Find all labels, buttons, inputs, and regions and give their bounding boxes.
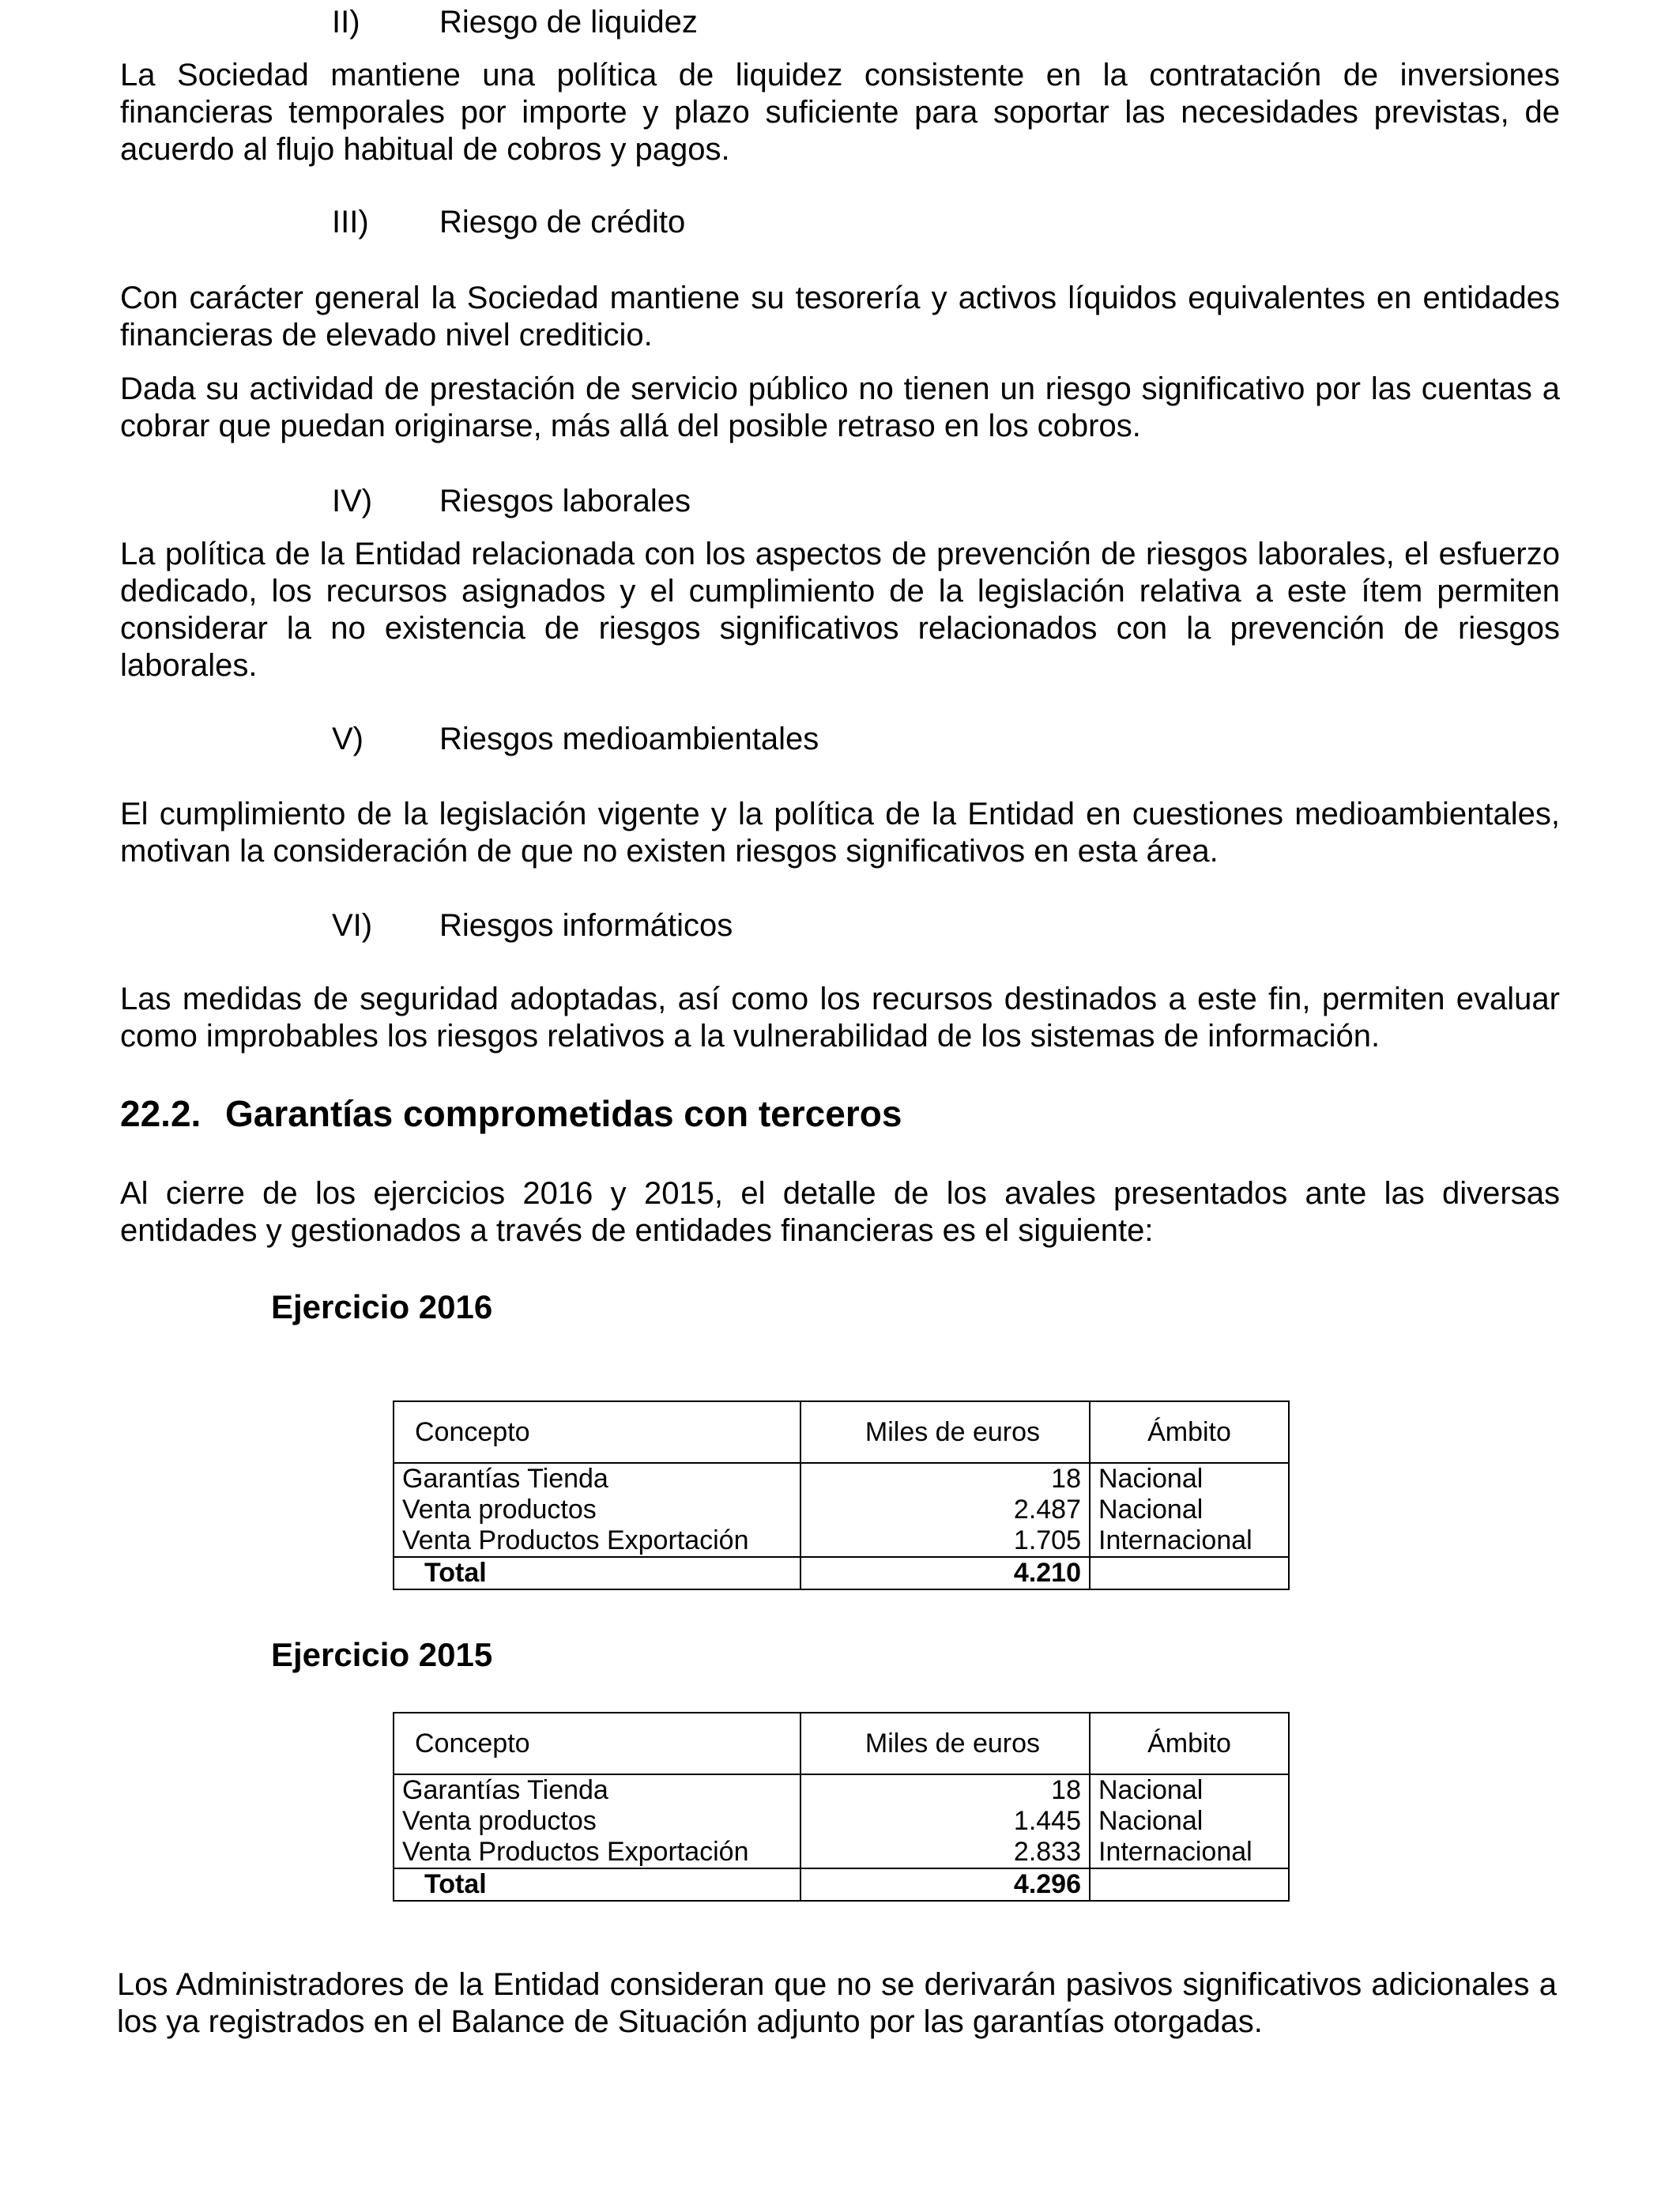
cell-concept: Garantías Tienda — [394, 1774, 800, 1806]
cell-amount: 1.705 — [800, 1525, 1090, 1557]
table-row — [394, 1806, 1289, 1837]
cell-concept: Venta Productos Exportación — [394, 1525, 800, 1557]
cell-scope: Internacional — [1090, 1837, 1289, 1868]
subheading-numeral: II) — [332, 5, 360, 40]
cell-amount: 2.833 — [800, 1837, 1090, 1868]
column-header-amount: Miles de euros — [800, 1713, 1090, 1774]
subheading-title: Riesgo de liquidez — [439, 5, 698, 40]
guarantees-table-2016 — [393, 1400, 1290, 1590]
column-header-scope: Ámbito — [1090, 1401, 1289, 1463]
subheading-numeral: IV) — [332, 484, 373, 518]
total-value: 4.210 — [800, 1557, 1090, 1589]
cell-concept: Garantías Tienda — [394, 1463, 800, 1495]
subheading-title: Riesgo de crédito — [439, 205, 686, 239]
column-header-scope: Ámbito — [1090, 1713, 1289, 1774]
total-label: Total — [394, 1557, 800, 1589]
table-header-row — [394, 1401, 1289, 1463]
subheading-numeral: V) — [332, 722, 363, 756]
table-row — [394, 1837, 1289, 1868]
table-title-2016: Ejercicio 2016 — [271, 1288, 493, 1325]
table-total-row — [394, 1868, 1289, 1901]
cell-scope: Internacional — [1090, 1525, 1289, 1557]
paragraph-labor: La política de la Entidad relacionada con los aspectos de prevención de riesgos laborales, el esfuerzo dedicado, los recursos asignados y el cumplimiento de la legislación relativa a este ítem permiten considerar la no existencia de riesgos significativos relacionados con la prevención de riesgos laborales. — [120, 537, 1560, 683]
column-header-concept: Concepto — [394, 1401, 800, 1463]
cell-amount: 18 — [800, 1774, 1090, 1806]
cell-amount: 1.445 — [800, 1806, 1090, 1837]
cell-amount: 18 — [800, 1463, 1090, 1495]
subheading-title: Riesgos laborales — [439, 484, 691, 518]
paragraph-credit-1: Con carácter general la Sociedad mantiene su tesorería y activos líquidos equivalentes en entidades financieras de elevado nivel crediticio. — [120, 281, 1560, 352]
total-label: Total — [394, 1868, 800, 1901]
table-header-row — [394, 1713, 1289, 1774]
cell-concept: Venta productos — [394, 1806, 800, 1837]
paragraph-environmental: El cumplimiento de la legislación vigente y la política de la Entidad en cuestiones medioambientales, motivan la consideración de que no existen riesgos significativos en esta área. — [120, 797, 1560, 869]
section-title-text: Garantías comprometidas con terceros — [225, 1093, 902, 1134]
paragraph-credit-2: Dada su actividad de prestación de servicio público no tienen un riesgo significativo por las cuentas a cobrar que puedan originarse, más allá del posible retraso en los cobros. — [120, 371, 1560, 443]
table-row — [394, 1495, 1289, 1525]
guarantees-table-2015 — [393, 1712, 1290, 1902]
cell-scope: Nacional — [1090, 1774, 1289, 1806]
section-intro: Al cierre de los ejercicios 2016 y 2015, el detalle de los avales presentados ante las diversas entidades y gestionados a través de entidades financieras es el siguiente: — [120, 1176, 1560, 1248]
cell-concept: Venta Productos Exportación — [394, 1837, 800, 1868]
total-scope-empty — [1090, 1868, 1289, 1901]
table-row — [394, 1463, 1289, 1495]
table-row — [394, 1525, 1289, 1557]
section-title — [120, 1091, 902, 1136]
subheading-title: Riesgos medioambientales — [439, 722, 819, 756]
column-header-concept: Concepto — [394, 1713, 800, 1774]
paragraph-liquidity: La Sociedad mantiene una política de liquidez consistente en la contratación de inversiones financieras temporales por importe y plazo suficiente para soportar las necesidades previstas, de acuerdo al flujo habitual de cobros y pagos. — [120, 58, 1560, 167]
section-number: 22.2. — [120, 1093, 202, 1134]
table-title-2015: Ejercicio 2015 — [271, 1636, 493, 1673]
total-value: 4.296 — [800, 1868, 1090, 1901]
subheading-numeral: VI) — [332, 908, 373, 943]
subheading-title: Riesgos informáticos — [439, 908, 733, 943]
paragraph-it: Las medidas de seguridad adoptadas, así como los recursos destinados a este fin, permiten evaluar como improbables los riesgos relativos a la vulnerabilidad de los sistemas de información. — [120, 982, 1560, 1054]
closing-paragraph: Los Administradores de la Entidad consideran que no se derivarán pasivos significativos adicionales a los ya registrados en el Balance de Situación adjunto por las garantías otorgadas. — [117, 1967, 1557, 2039]
column-header-amount: Miles de euros — [800, 1401, 1090, 1463]
cell-concept: Venta productos — [394, 1495, 800, 1525]
cell-amount: 2.487 — [800, 1495, 1090, 1525]
subheading-numeral: III) — [332, 205, 369, 239]
table-row — [394, 1774, 1289, 1806]
cell-scope: Nacional — [1090, 1463, 1289, 1495]
total-scope-empty — [1090, 1557, 1289, 1589]
cell-scope: Nacional — [1090, 1806, 1289, 1837]
cell-scope: Nacional — [1090, 1495, 1289, 1525]
table-total-row — [394, 1557, 1289, 1589]
